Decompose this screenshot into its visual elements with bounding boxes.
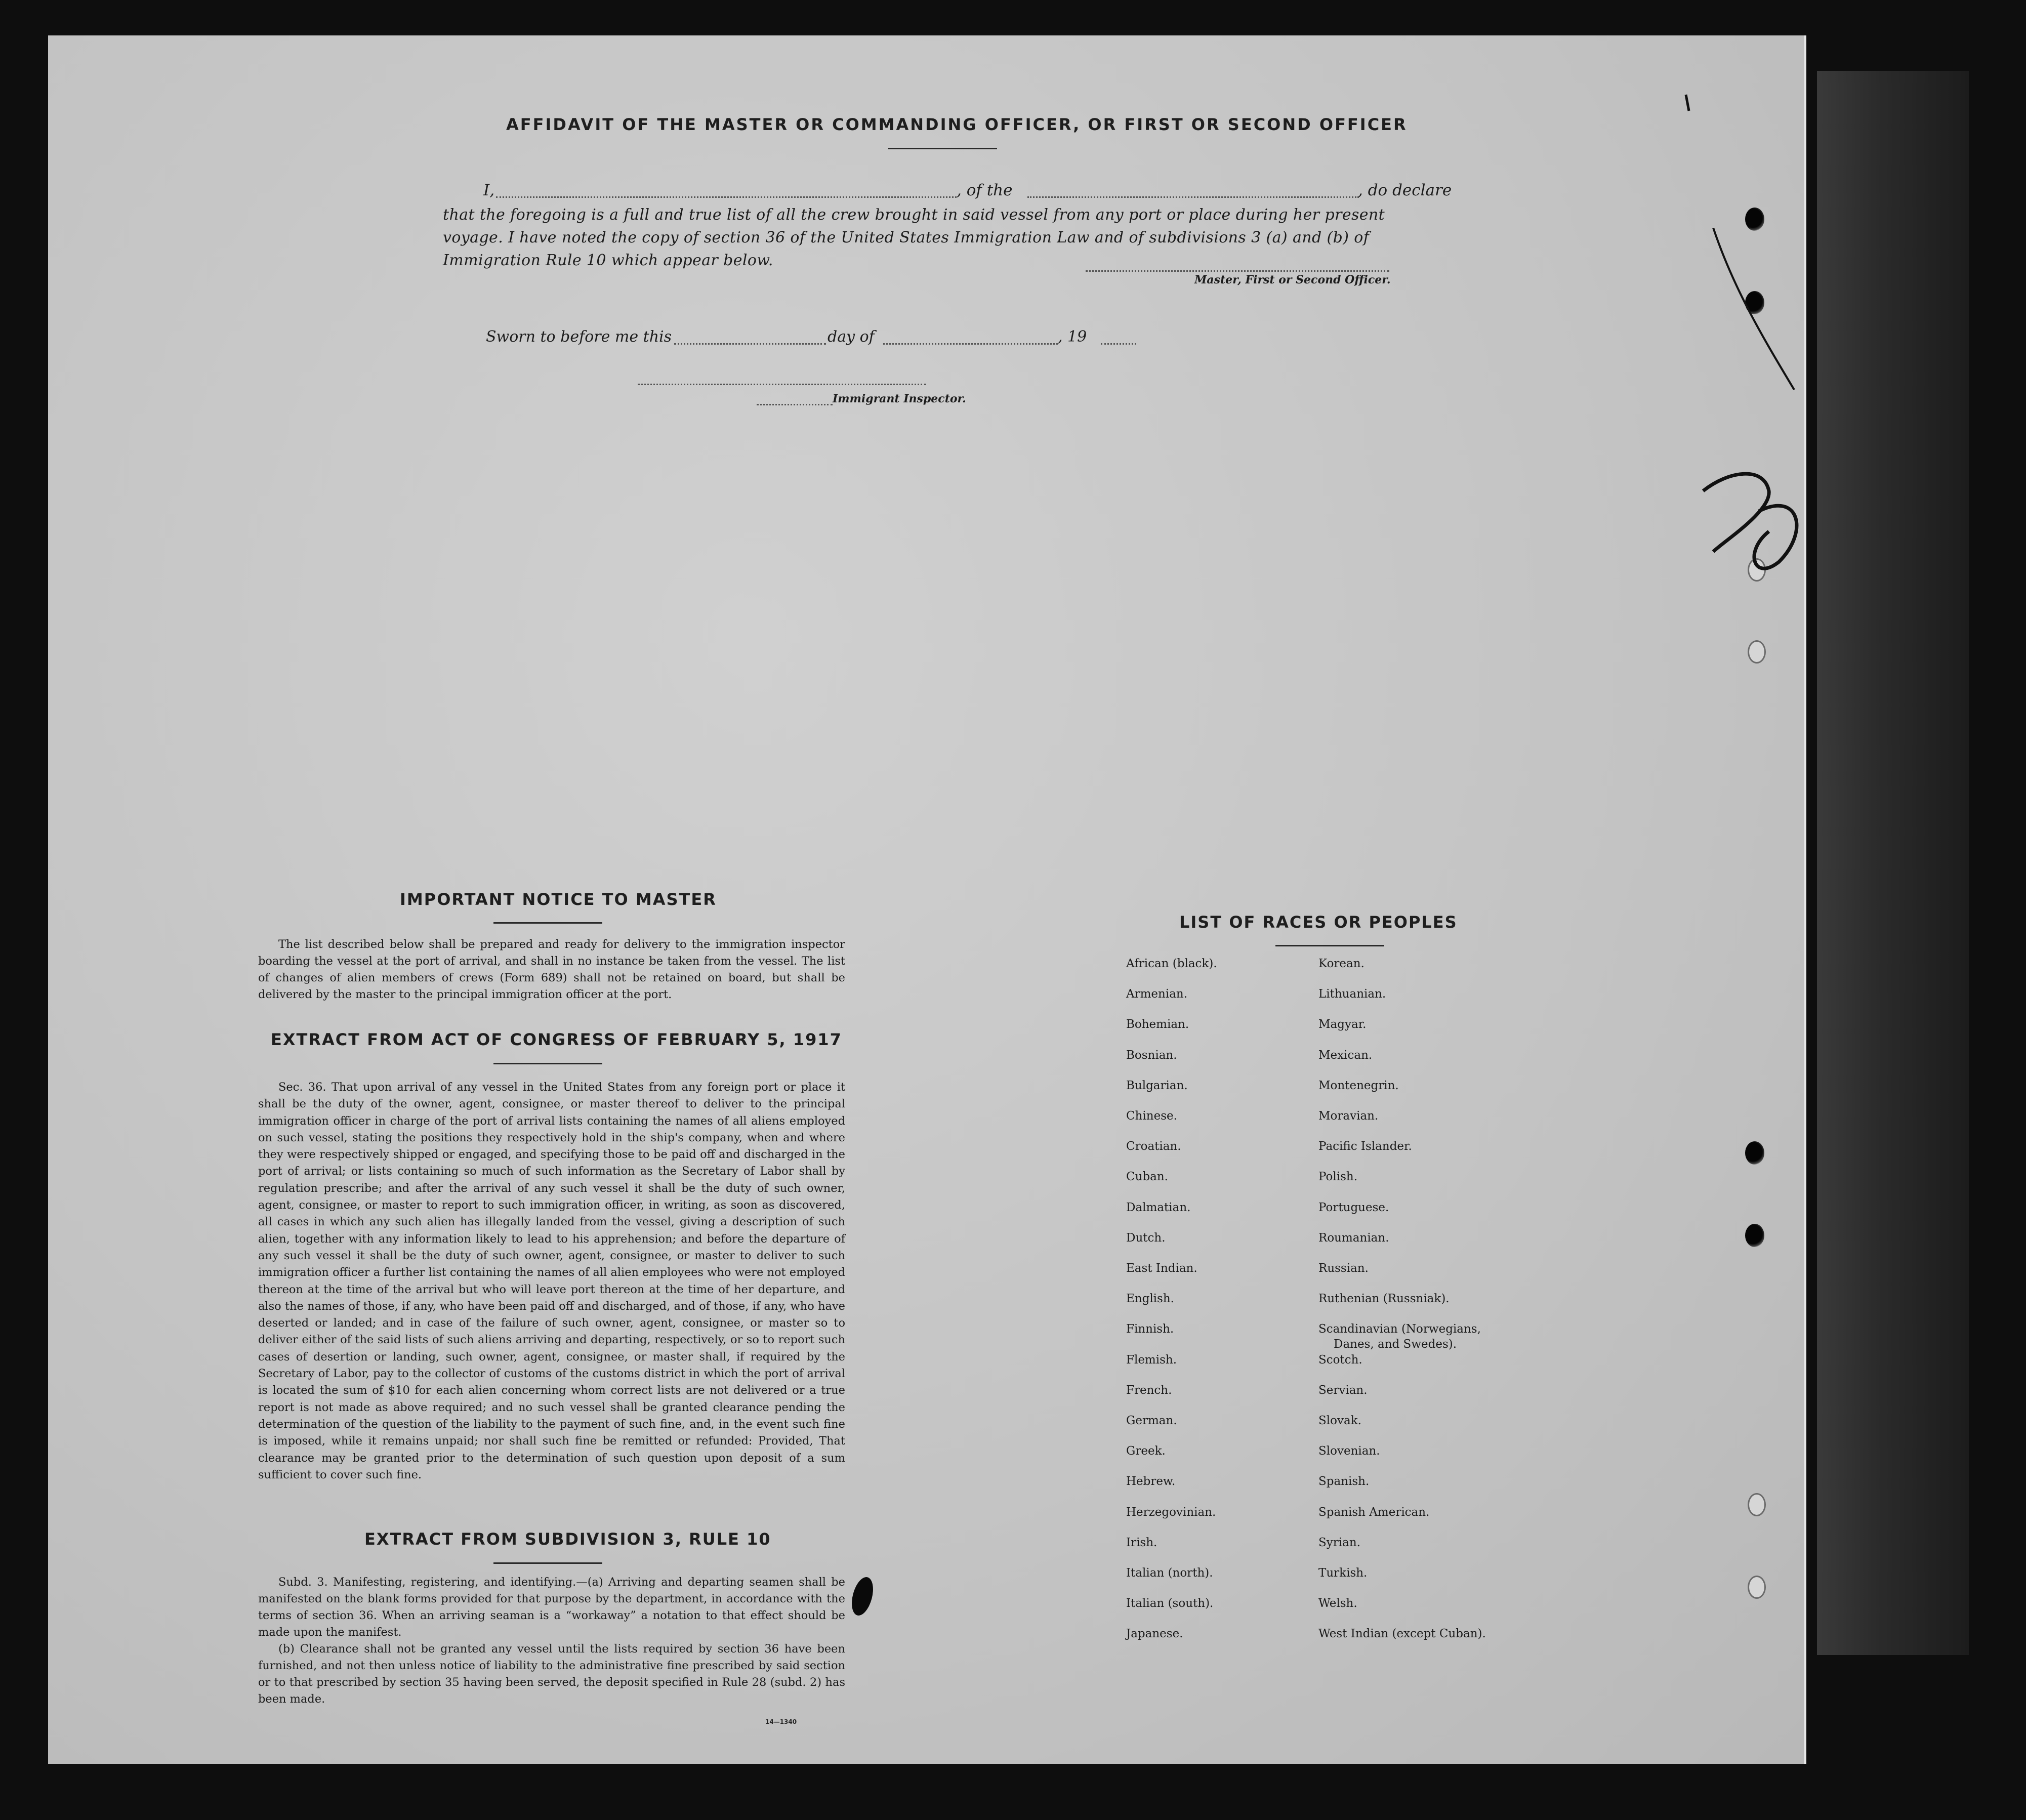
rule-paragraph-b: (b) Clearance shall not be granted any vessel until the lists required by section 36 have been furnished, and not then unless notice of liability to the administrative fine prescribed by said section or to that prescribed by section 35 having been served, the deposit specified in Rule 28 (subd. 2) has been made. [258, 1642, 845, 1706]
race-item: Roumanian. [1318, 1231, 1389, 1245]
affidavit-line-4: Immigration Rule 10 which appear below. [443, 252, 773, 269]
race-item: Cuban. [1126, 1170, 1168, 1184]
race-item: Dalmatian. [1126, 1201, 1191, 1214]
race-item: Hebrew. [1126, 1475, 1176, 1488]
affidavit-of-the: , of the [957, 181, 1013, 199]
heading-rule [493, 922, 602, 924]
race-item: Syrian. [1318, 1536, 1360, 1549]
act-paragraph: Sec. 36. That upon arrival of any vessel in the United States from any foreign port or place it shall be the duty of the owner, agent, consignee, or master thereof to deliver to the principal immigration officer in charge of the port of arrival lists containing the names of all aliens employed on such vessel, stating the positions they respectively hold in the ship's company, when and where they were respectively shipped or engaged, and specifying those to be paid off and discharged in the port of arrival; or lists containing so much of such information as the Secretary of Labor shall by regulation prescribe; and after the arrival of any such vessel it shall be the duty of such owner, agent, consignee, or master to report to such immigration officer, in writing, as soon as discovered, all cases in which any such alien has illegally landed from the vessel, giving a description of such alien, together with any information likely to lead to his apprehension; and before the departure of any such vessel it shall be the duty of such owner, agent, consignee, or master to deliver to such immigration officer a further list containing the names of all alien employees who were not employed thereon at the time of the arrival but who will leave port thereon at the time of her departure, and also the names of those, if any, who have been paid off and discharged, and of those, if any, who have deserted or landed; and in case of the failure of such owner, agent, consignee, or master so to deliver either of the said lists of such aliens arriving and departing, respectively, or so to report such cases of desertion or landing, such owner, agent, consignee, or master shall, if required by the Secretary of Labor, pay to the collector of customs of the customs district in which the port of arrival is located the sum of $10 for each alien concerning whom correct lists are not delivered or a true report is not made as above required; and no such vessel shall be granted clearance pending the determination of the question of the liability to the payment of such fine, and, in the event such fine is imposed, while it remains unpaid; nor shall such fine be remitted or refunded: Provided, That clearance may be granted prior to the determination of such question upon deposit of a sum sufficient to cover such fine. [258, 1081, 845, 1481]
race-item: Japanese. [1126, 1627, 1183, 1641]
rule-text [258, 1574, 845, 1708]
affidavit-heading: AFFIDAVIT OF THE MASTER OR COMMANDING OFFICER, OR FIRST OR SECOND OFFICER [506, 115, 1408, 134]
race-item: Montenegrin. [1318, 1079, 1399, 1092]
race-item: Portuguese. [1318, 1201, 1389, 1214]
affidavit-line-3: voyage. I have noted the copy of section 36 of the United States Immigration Law and of subdivisions 3 (a) and (b) of [443, 229, 1370, 246]
binder-hole [1748, 640, 1766, 664]
race-item: Scotch. [1318, 1353, 1362, 1367]
race-item: Armenian. [1126, 987, 1188, 1001]
race-item: Turkish. [1318, 1566, 1368, 1580]
race-item: West Indian (except Cuban). [1318, 1627, 1486, 1641]
notice-paragraph: The list described below shall be prepared and ready for delivery to the immigration inspector boarding the vessel at the port of arrival, and shall in no instance be taken from the vessel. The list of changes of alien members of crews (Form 689) shall not be retained on board, but shall be delivered by the master to the principal immigration officer at the port. [258, 938, 845, 1001]
inspector-label: Immigrant Inspector. [833, 392, 966, 405]
race-item: Danes, and Swedes). [1334, 1338, 1457, 1351]
act-heading: EXTRACT FROM ACT OF CONGRESS OF FEBRUARY 5, 1917 [271, 1030, 842, 1049]
act-text [258, 1079, 845, 1483]
race-item: African (black). [1126, 957, 1217, 970]
affidavit-i: I, [483, 181, 495, 199]
race-item: Greek. [1126, 1444, 1166, 1458]
heading-rule [1275, 945, 1384, 946]
race-item: Irish. [1126, 1536, 1157, 1549]
year-blank[interactable] [1101, 343, 1136, 345]
race-item: Pacific Islander. [1318, 1140, 1412, 1153]
race-item: Servian. [1318, 1383, 1368, 1397]
heading-rule [493, 1063, 602, 1064]
race-item: Slovenian. [1318, 1444, 1380, 1458]
race-item: French. [1126, 1383, 1172, 1397]
heading-rule [888, 148, 997, 149]
handwritten-mark [1683, 228, 1804, 592]
rule-paragraph-a: Subd. 3. Manifesting, registering, and identifying.—(a) Arriving and departing seamen shall be manifested on the blank forms provided for that purpose by the department, in accordance with the terms of section 36. When an arriving seaman is a “workaway” a notation to that effect should be made upon the manifest. [258, 1576, 845, 1639]
ink-blot [848, 1575, 877, 1618]
binder-hole [1745, 1224, 1764, 1247]
signature-label: Master, First or Second Officer. [1194, 273, 1391, 286]
race-item: Flemish. [1126, 1353, 1177, 1367]
notice-text [258, 936, 845, 1003]
race-item: Finnish. [1126, 1322, 1174, 1336]
notice-heading: IMPORTANT NOTICE TO MASTER [400, 890, 717, 909]
backing-sheet [1817, 71, 1969, 1655]
race-item: Bosnian. [1126, 1048, 1177, 1062]
race-item: Dutch. [1126, 1231, 1166, 1245]
race-item: English. [1126, 1292, 1174, 1306]
race-item: Bohemian. [1126, 1018, 1189, 1031]
form-number: 14—1340 [765, 1718, 797, 1725]
race-item: Magyar. [1318, 1018, 1367, 1031]
race-item: Italian (south). [1126, 1597, 1214, 1610]
races-heading: LIST OF RACES OR PEOPLES [1179, 913, 1458, 932]
race-item: Scandinavian (Norwegians, [1318, 1322, 1481, 1336]
race-item: Slovak. [1318, 1414, 1361, 1427]
affidavit-declare: , do declare [1358, 181, 1452, 199]
race-item: Lithuanian. [1318, 987, 1386, 1001]
race-item: Chinese. [1126, 1109, 1177, 1123]
race-item: Moravian. [1318, 1109, 1379, 1123]
name-blank[interactable] [496, 196, 957, 198]
race-item: Spanish American. [1318, 1505, 1430, 1519]
heading-rule [493, 1562, 602, 1564]
signature-blank[interactable] [1086, 270, 1389, 272]
binder-hole [1748, 1576, 1766, 1599]
race-item: German. [1126, 1414, 1177, 1427]
race-item: Russian. [1318, 1262, 1369, 1275]
handwritten-tick [1683, 94, 1693, 114]
sworn-day-of: day of [828, 328, 875, 346]
manifest-page [48, 35, 1806, 1764]
race-item: Bulgarian. [1126, 1079, 1188, 1092]
race-item: Croatian. [1126, 1140, 1181, 1153]
day-blank[interactable] [674, 343, 826, 345]
affidavit-line-2: that the foregoing is a full and true list of all the crew brought in said vessel from any port or place during her present [443, 206, 1385, 224]
race-item: Spanish. [1318, 1475, 1370, 1488]
race-item: Italian (north). [1126, 1566, 1213, 1580]
binder-hole [1748, 1493, 1766, 1516]
inspector-signature-blank[interactable] [638, 384, 926, 385]
sworn-year: , 19 [1058, 328, 1087, 346]
binder-hole [1745, 1141, 1764, 1165]
rule-heading: EXTRACT FROM SUBDIVISION 3, RULE 10 [364, 1529, 771, 1549]
race-item: East Indian. [1126, 1262, 1197, 1275]
race-item: Ruthenian (Russniak). [1318, 1292, 1450, 1306]
race-item: Herzegovinian. [1126, 1505, 1216, 1519]
race-item: Welsh. [1318, 1597, 1357, 1610]
month-blank[interactable] [883, 343, 1058, 345]
vessel-blank[interactable] [1027, 196, 1359, 198]
race-item: Mexican. [1318, 1048, 1373, 1062]
inspector-signature-blank-2[interactable] [757, 404, 833, 405]
race-item: Polish. [1318, 1170, 1358, 1184]
sworn-prefix: Sworn to before me this [486, 328, 672, 346]
race-item: Korean. [1318, 957, 1365, 970]
